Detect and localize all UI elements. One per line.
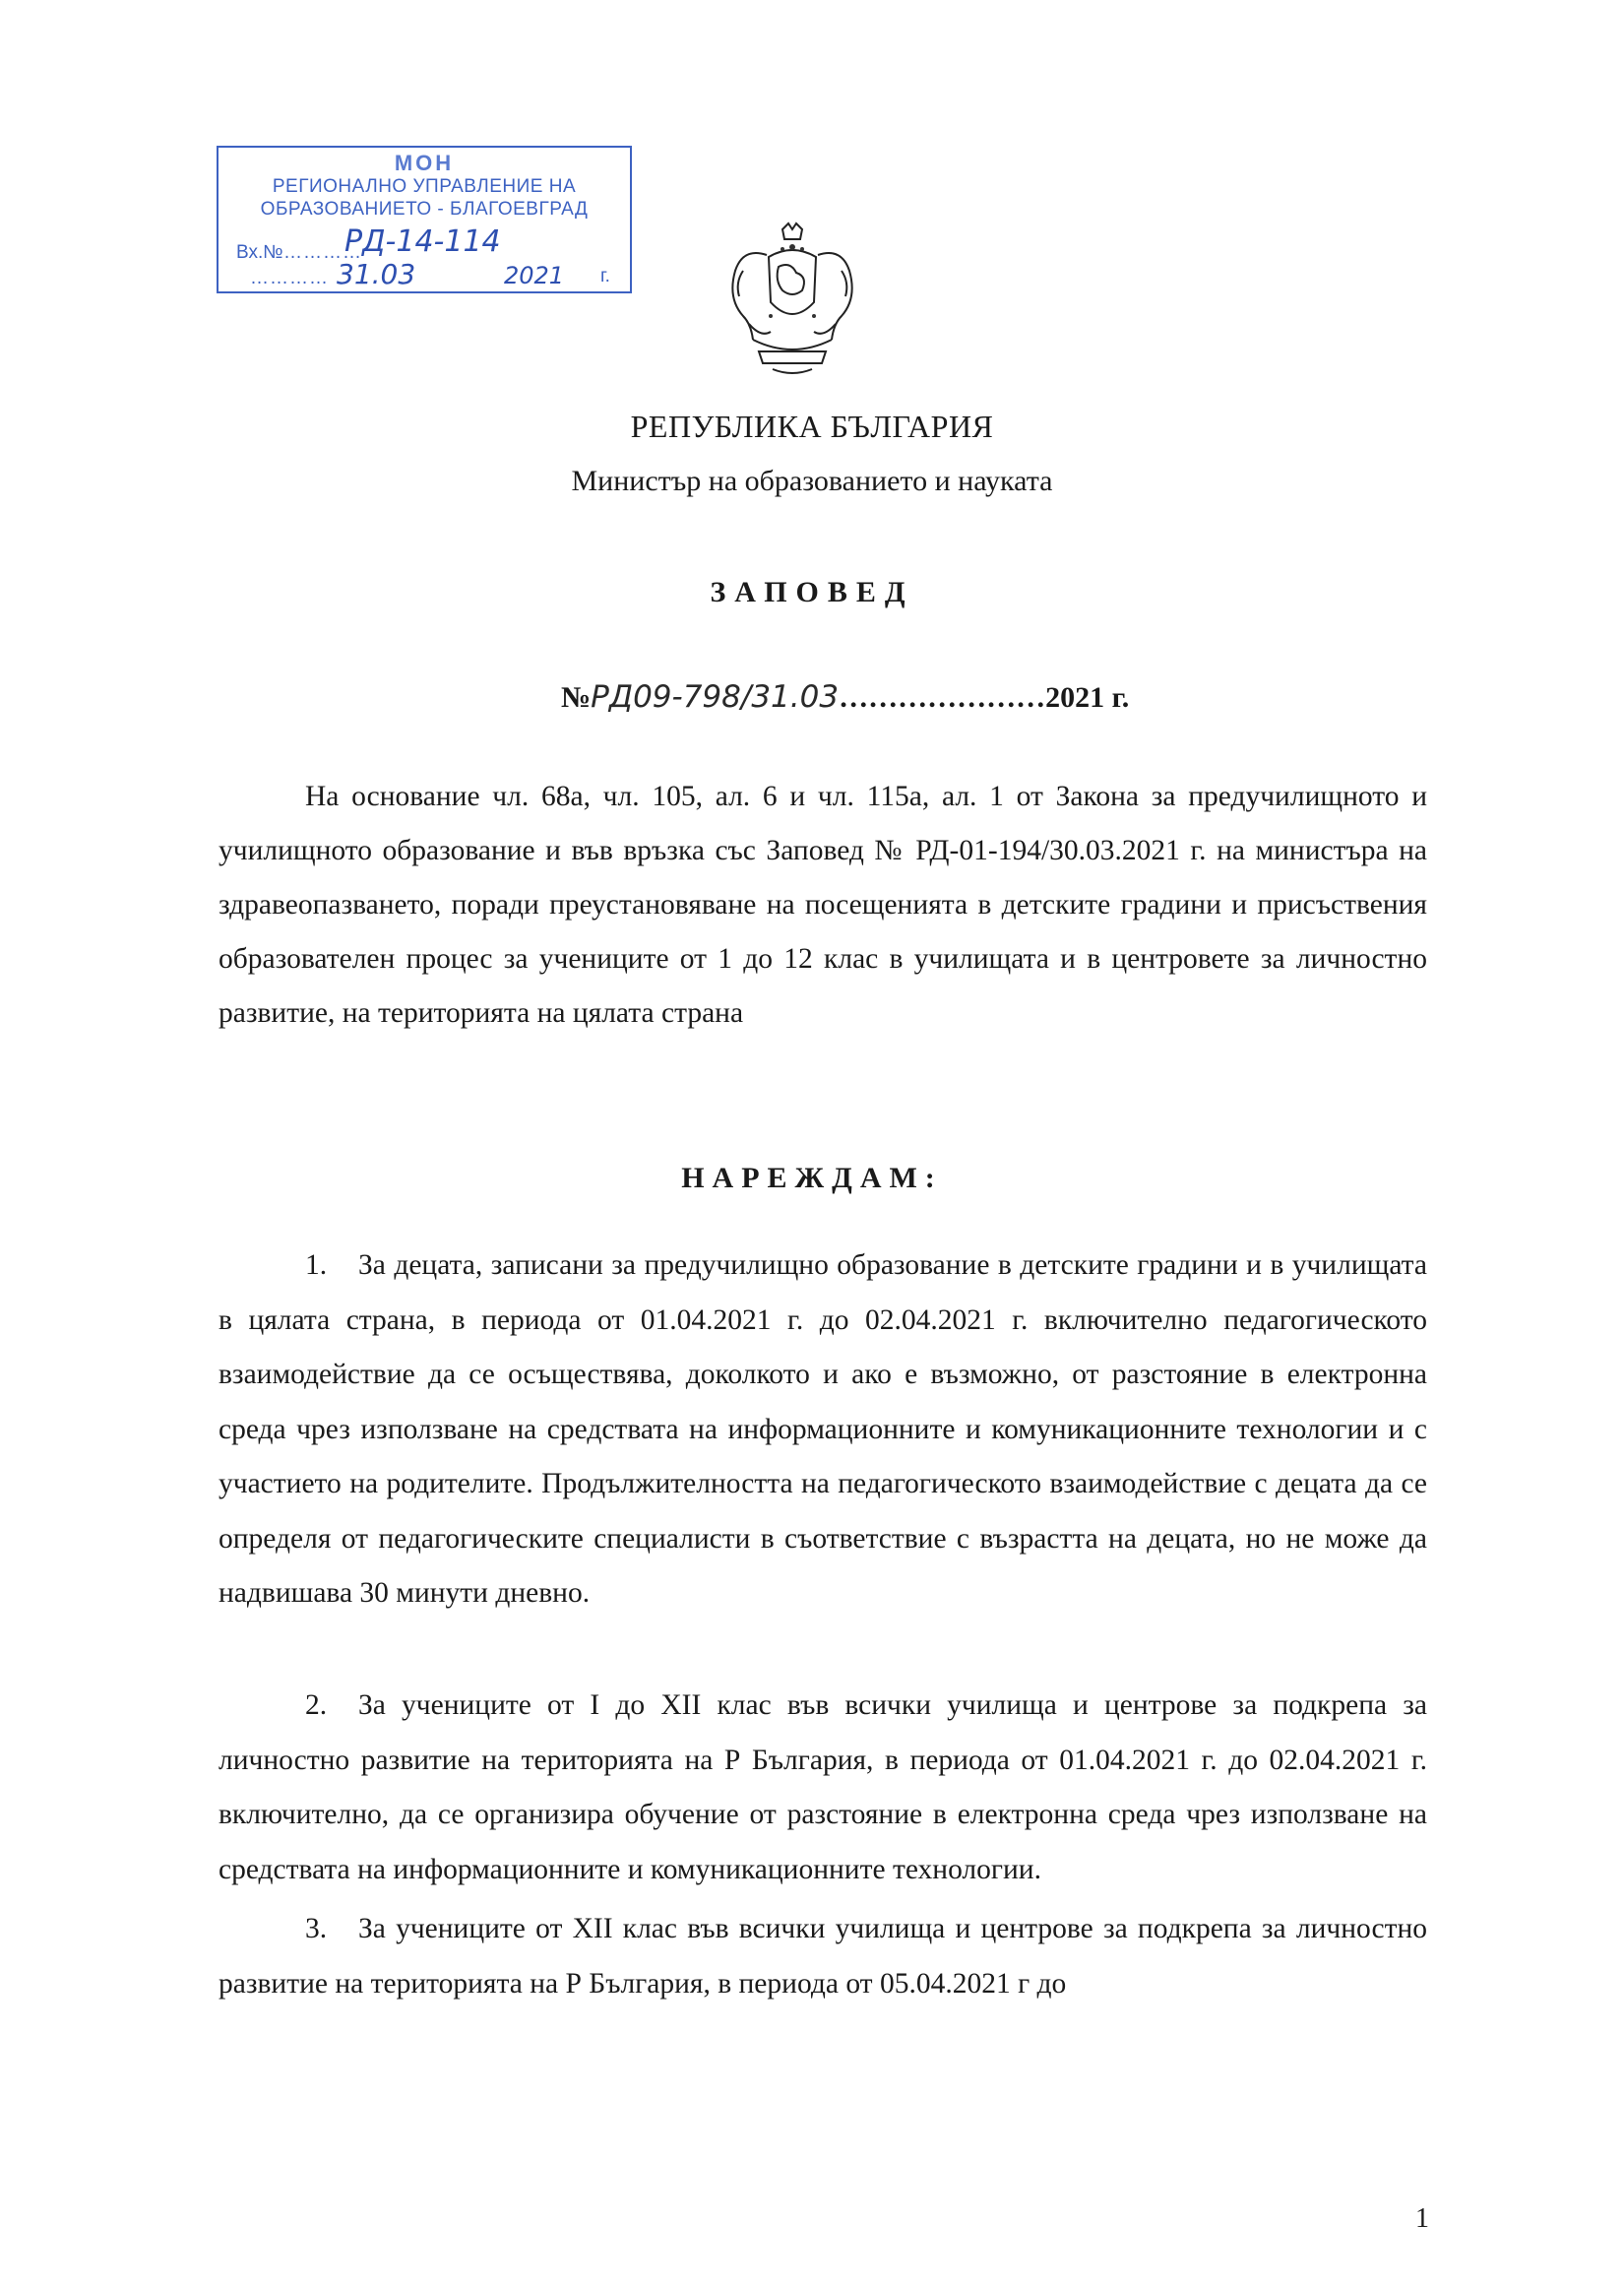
list-item-number: 3.	[305, 1913, 328, 1944]
order-number-handwritten: РД09-798/31.03	[591, 679, 840, 715]
list-item-number: 2.	[305, 1689, 328, 1721]
page-number: 1	[1415, 2203, 1429, 2234]
order-number	[561, 679, 1129, 715]
preamble-paragraph: На основание чл. 68а, чл. 105, ал. 6 и чл. 115а, ал. 1 от Закона за предучилищното и училищното образование и във връзка със Заповед № РД-01-194/30.03.2021 г. на министъра на здравеопазването, поради преустановяване на посещенията в детските градини и присъствения образователен процес за учениците от 1 до 12 клас в училищата и в центровете за личностно развитие, на територията на цялата страна	[219, 781, 1427, 1029]
stamp-line-1: РЕГИОНАЛНО УПРАВЛЕНИЕ НА	[272, 176, 577, 197]
list-item-text: За учениците от I до XII клас във всички училища и центрове за подкрепа за личностно развитие на територията на Р България, в периода от 01.04.2021 г. до 02.04.2021 г. включително, да се организира обучение от разстояние в електронна среда чрез използване на средствата на информационните и комуникационните технологии.	[219, 1689, 1427, 1885]
list-item-number: 1.	[305, 1249, 328, 1281]
list-item-text: За децата, записани за предучилищно образование в детските градини и в училищата в цялата страна, в периода от 01.04.2021 г. до 02.04.2021 г. включително педагогическото взаимодействие да се осъществява, доколкото и ако е възможно, от разстояние в електронна среда чрез използване на средствата на информационните и комуникационните технологии и с участието на родителите. Продължителността на педагогическото взаимодействие с децата да се определя от педагогическите специалисти в съответствие с възрастта на децата, но не може да надвишава 30 минути дневно.	[219, 1249, 1427, 1609]
list-item	[219, 1902, 1427, 2011]
order-title: ЗАПОВЕД	[710, 576, 914, 608]
stamp-year-suffix: г.	[600, 266, 610, 286]
stamp-dots-1: …………	[283, 242, 362, 263]
stamp-date: 31.03	[337, 258, 416, 290]
decree-heading: НАРЕЖДАМ:	[681, 1162, 943, 1194]
stamp-reg-number: РД-14-114	[344, 224, 501, 259]
list-item	[219, 1239, 1427, 1621]
stamp-incoming-label: Вх.№	[236, 242, 283, 263]
coat-of-arms-icon	[714, 222, 871, 379]
order-number-year: 2021 г.	[1045, 681, 1130, 714]
order-number-dots: …………………	[839, 681, 1046, 714]
list-item-text: За учениците от XII клас във всички училища и центрове за подкрепа за личностно развитие на територията на Р България, в периода от 05.04.2021 г до	[219, 1913, 1427, 2000]
stamp-dots-2: …………	[250, 268, 329, 288]
minister-heading: Министър на образованието и науката	[571, 465, 1053, 497]
list-item	[219, 1679, 1427, 1897]
registration-stamp	[217, 146, 632, 293]
republic-heading: РЕПУБЛИКА БЪЛГАРИЯ	[630, 409, 994, 444]
stamp-year: 2021	[504, 262, 565, 289]
order-number-prefix: №	[561, 681, 592, 714]
stamp-line-2: ОБРАЗОВАНИЕТО - БЛАГОЕВГРАД	[260, 199, 589, 220]
stamp-title: МОН	[394, 151, 455, 175]
